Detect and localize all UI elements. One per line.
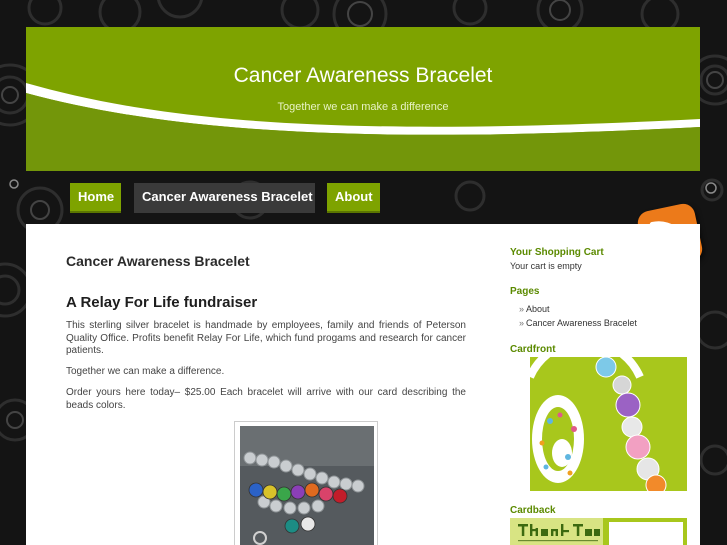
page-title: Cancer Awareness Bracelet bbox=[66, 253, 250, 269]
thank-you-lettering bbox=[510, 518, 603, 545]
nav-cancer-awareness-bracelet[interactable]: Cancer Awareness Bracelet bbox=[134, 183, 315, 213]
nav-about[interactable]: About bbox=[327, 183, 380, 213]
cardback-image[interactable] bbox=[510, 518, 687, 545]
post-paragraph: Together we can make a difference. bbox=[66, 366, 225, 377]
site-tagline: Together we can make a difference bbox=[277, 101, 449, 113]
site-header bbox=[26, 27, 700, 171]
cardfront-image[interactable] bbox=[510, 357, 687, 491]
post-paragraph: Order yours here today– $25.00 Each bracelet will arrive with our card describing the beads colors. bbox=[66, 387, 466, 411]
site-title[interactable]: Cancer Awareness Bracelet bbox=[233, 64, 493, 87]
post-paragraph: This sterling silver bracelet is handmade by employees, family and friends of Peterson Quality Office. Profits benefit Relay For Life, which fund progams and research for cancer patients. bbox=[66, 320, 466, 356]
cardback-left-panel bbox=[510, 518, 603, 545]
nav-home[interactable]: Home bbox=[70, 183, 121, 213]
cardback-heading: Cardback bbox=[510, 505, 556, 516]
cardback-right-panel bbox=[609, 522, 683, 545]
header-swoosh bbox=[26, 27, 700, 171]
bracelet-photo[interactable] bbox=[234, 421, 378, 545]
content-area bbox=[26, 224, 700, 545]
sidebar-link-label: Cancer Awareness Bracelet bbox=[526, 318, 637, 328]
sidebar-link-about[interactable] bbox=[519, 304, 550, 314]
cardfront-heading: Cardfront bbox=[510, 344, 556, 355]
cart-status: Your cart is empty bbox=[510, 261, 582, 271]
bullet-icon: » bbox=[519, 318, 525, 328]
pages-heading: Pages bbox=[510, 286, 540, 297]
post-title: A Relay For Life fundraiser bbox=[66, 294, 258, 311]
sidebar-link-label: About bbox=[526, 304, 550, 314]
sidebar-link-bracelet[interactable] bbox=[519, 318, 637, 328]
bullet-icon: » bbox=[519, 304, 525, 314]
shopping-cart-heading: Your Shopping Cart bbox=[510, 247, 604, 258]
